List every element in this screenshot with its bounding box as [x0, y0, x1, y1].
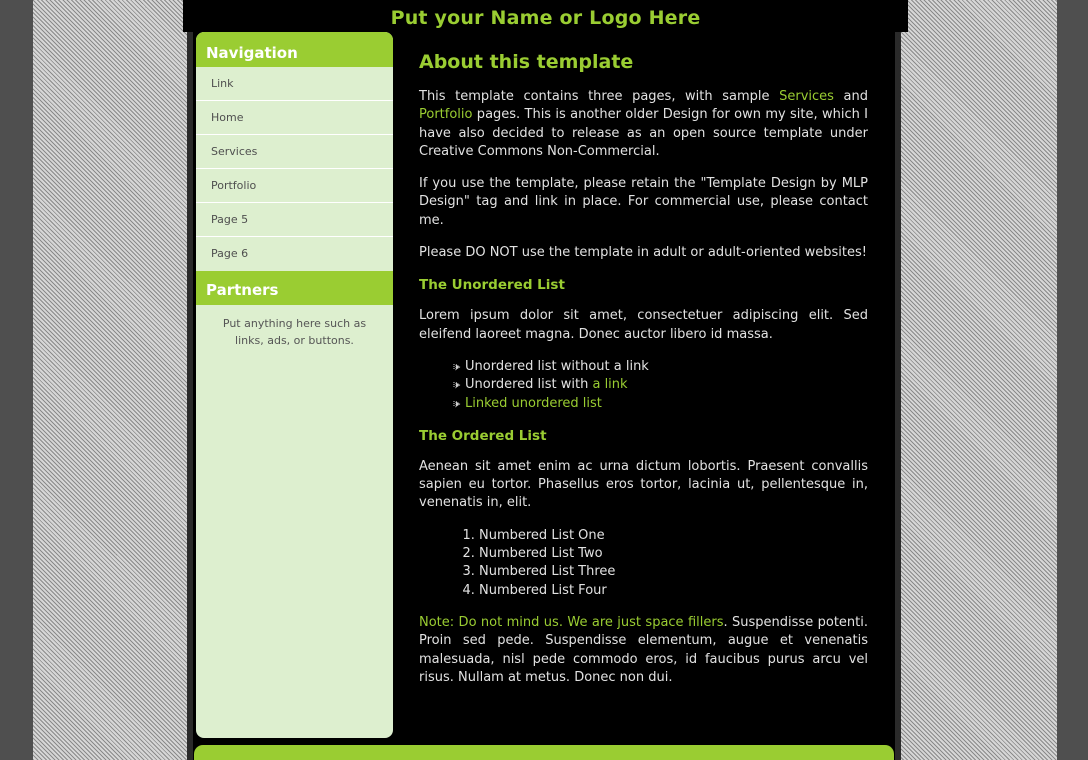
nav-item-portfolio[interactable]: Portfolio [196, 169, 393, 203]
arrow-bullet-icon [453, 381, 461, 389]
list-item [453, 395, 868, 413]
unordered-list-intro: Lorem ipsum dolor sit amet, consectetuer adipiscing elit. Sed eleifend laoreet magna. Donec auctor libero id massa. [419, 308, 868, 342]
list-item-text: Unordered list with [465, 377, 593, 393]
intro-paragraph [419, 88, 868, 161]
list-item-link[interactable]: a link [592, 377, 628, 393]
ordered-list-item: 1. Numbered List One [479, 527, 868, 545]
navigation-heading: Navigation [196, 32, 393, 67]
partners-heading: Partners [196, 271, 393, 305]
ordered-list-intro: Aenean sit amet enim ac urna dictum lobortis. Praesent convallis sapien eu tortor. Phasellus eros tortor, lacinia ut, pellentesque in, venenatis in, elit. [419, 458, 868, 511]
nav-item-page-6[interactable]: Page 6 [211, 247, 249, 260]
linked-list-item[interactable]: Linked unordered list [465, 395, 602, 411]
ordered-list-heading: The Ordered List [419, 427, 547, 444]
nav-item-services[interactable]: Services [196, 135, 393, 169]
nav-list [196, 67, 393, 271]
portfolio-link[interactable]: Portfolio [419, 107, 473, 123]
intro-text-1: This template contains three pages, with sample [419, 89, 780, 104]
main-content [419, 50, 868, 701]
services-link[interactable]: Services [779, 89, 834, 104]
ordered-list-item: 2. Numbered List Two [479, 545, 868, 563]
list-item [453, 358, 868, 376]
ordered-list-item: 4. Numbered List Four [479, 582, 868, 600]
unordered-list [419, 358, 868, 413]
nav-item-link[interactable]: Link [196, 67, 393, 101]
arrow-bullet-icon [453, 400, 461, 408]
ordered-list [419, 527, 868, 600]
unordered-list-heading: The Unordered List [419, 277, 565, 294]
partners-text: Put anything here such as links, ads, or buttons. [222, 317, 367, 347]
note-paragraph [419, 614, 868, 687]
nav-item-home[interactable]: Home [196, 101, 393, 135]
arrow-bullet-icon [453, 363, 461, 371]
intro-text-3: pages. This is another older Design for own my site, which I have also decided to release as an open source template under Creative Commons Non-Commercial. [419, 107, 868, 159]
site-header [183, 0, 908, 32]
ordered-list-item: 3. Numbered List Three [479, 563, 868, 581]
note-text: . Suspendisse potenti. Proin sed pede. Suspendisse elementum, augue et venenatis malesuada, nisl pede commodo eros, id faucibus purus arcu vel risus. Nullam at metus. Donec non dui. [419, 614, 868, 685]
license-paragraph: If you use the template, please retain the "Template Design by MLP Design" tag and link in place. For commercial use, please contact me. [419, 176, 868, 228]
list-item-text: Unordered list without a link [465, 358, 649, 374]
note-highlight: Note: Do not mind us. We are just space fillers [419, 614, 724, 630]
warning-paragraph: Please DO NOT use the template in adult or adult-oriented websites! [419, 245, 867, 261]
site-title[interactable]: Put your Name or Logo Here [390, 7, 701, 29]
content-title: About this template [419, 51, 634, 73]
list-item [453, 376, 868, 394]
footer-bar [194, 745, 894, 760]
intro-text-2: and [833, 89, 868, 104]
sidebar [196, 32, 393, 738]
nav-item-page-5[interactable]: Page 5 [196, 203, 393, 237]
